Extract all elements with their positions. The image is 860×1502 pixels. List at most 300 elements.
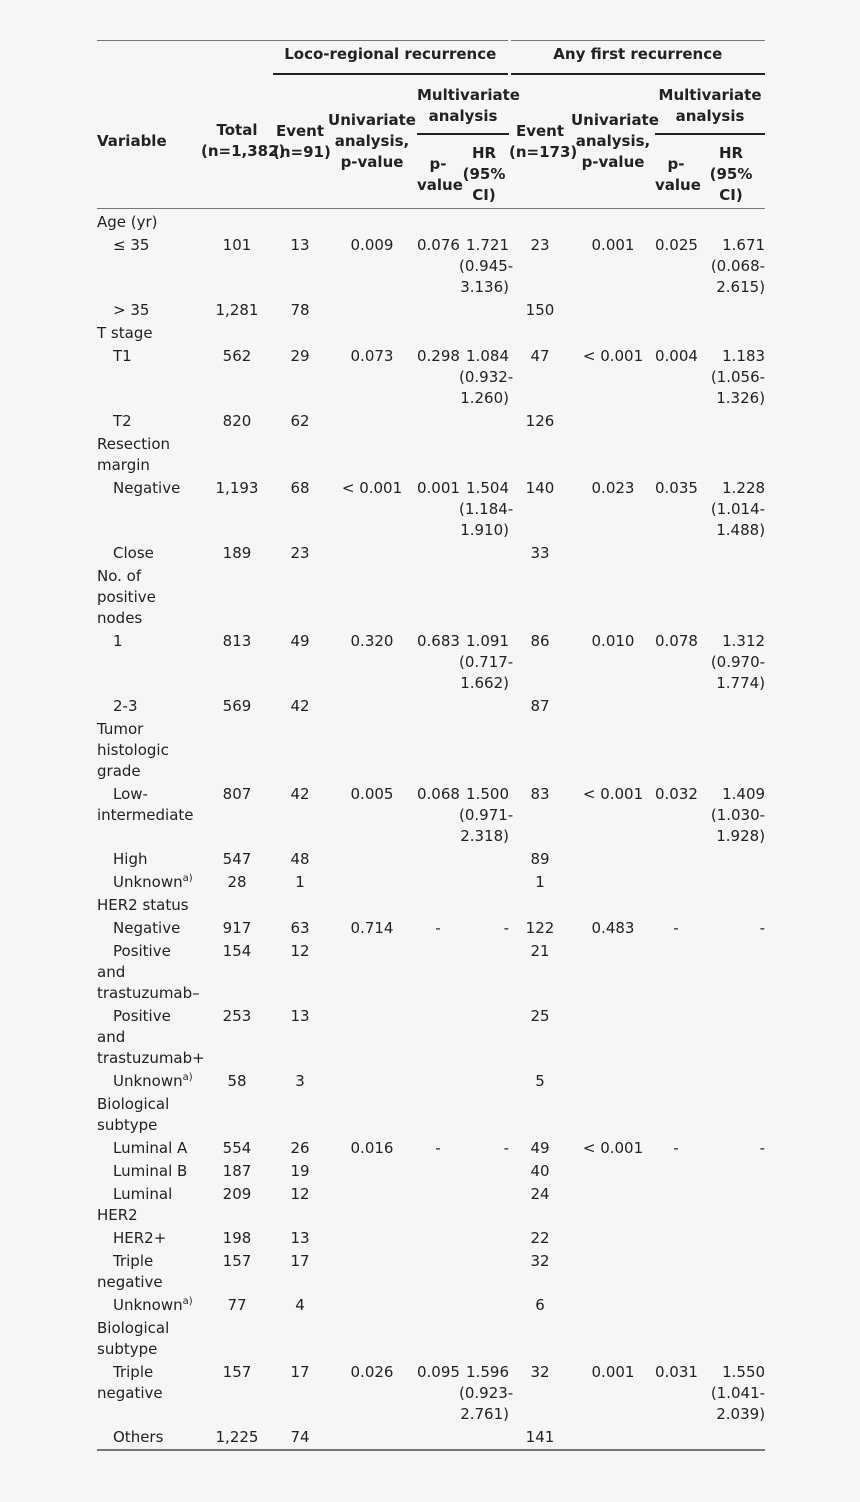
univariate-any-cell — [571, 1227, 655, 1250]
event-any-cell: 23 — [530, 236, 550, 254]
univariate-any-cell — [571, 1294, 655, 1317]
table-row — [97, 1426, 765, 1450]
header-event-any: Event (n=173) — [509, 74, 571, 209]
event-lrr-cell: 68 — [290, 479, 310, 497]
table-row — [97, 1005, 765, 1070]
hr-lrr-cell: 1.500 (0.971-2.318) — [459, 785, 514, 845]
hr-any-cell: 1.671 (0.068-2.615) — [710, 236, 766, 296]
table-row — [97, 1183, 765, 1227]
event-lrr-cell: 13 — [290, 1229, 310, 1247]
header-event-lrr: Event (n=91) — [273, 74, 327, 209]
event-any-cell: 5 — [535, 1072, 545, 1090]
pvalue-lrr-cell — [417, 1005, 459, 1070]
pvalue-any-cell — [655, 1183, 697, 1227]
group-label — [97, 1317, 201, 1361]
variable-label — [97, 1137, 201, 1160]
variable-label — [97, 848, 201, 871]
total-cell: 28 — [227, 873, 247, 891]
group-row-filler — [201, 894, 765, 917]
pvalue-lrr-cell — [417, 695, 459, 718]
pvalue-lrr-cell — [417, 1250, 459, 1294]
hr-any-cell — [697, 1070, 765, 1093]
pvalue-lrr-cell — [417, 1183, 459, 1227]
event-any-cell: 126 — [525, 412, 555, 430]
group-row-filler — [201, 209, 765, 235]
variable-label — [97, 1294, 201, 1317]
pvalue-any-cell — [655, 1005, 697, 1070]
row-label-text: 2-3 — [113, 697, 138, 715]
group-header-row — [97, 565, 765, 630]
univariate-lrr-cell: 0.016 — [350, 1139, 394, 1157]
table-row — [97, 234, 765, 299]
table-row — [97, 1361, 765, 1426]
hr-lrr-cell — [459, 542, 509, 565]
total-cell: 157 — [222, 1252, 252, 1270]
hr-lrr-cell — [459, 1005, 509, 1070]
hr-lrr-cell: 1.596 (0.923-2.761) — [459, 1363, 514, 1423]
hr-any-cell — [697, 542, 765, 565]
univariate-any-cell — [571, 848, 655, 871]
event-any-cell: 141 — [509, 1426, 571, 1450]
univariate-any-cell: 0.001 — [591, 236, 635, 254]
event-any-cell: 33 — [530, 544, 550, 562]
univariate-any-cell — [571, 1426, 655, 1450]
event-any-cell: 140 — [525, 479, 555, 497]
pvalue-any-cell: 0.004 — [655, 347, 698, 365]
univariate-any-cell — [571, 695, 655, 718]
row-label-text: Age (yr) — [97, 213, 158, 231]
hr-any-cell: 1.183 (1.056-1.326) — [710, 347, 766, 407]
row-label-text: > 35 — [113, 301, 150, 319]
group-row-filler — [201, 322, 765, 345]
header-hr-lrr: HR (95% CI) — [459, 134, 509, 209]
table-row — [97, 940, 765, 1005]
table-row — [97, 477, 765, 542]
event-any-cell: 6 — [535, 1296, 545, 1314]
univariate-lrr-cell: < 0.001 — [341, 479, 403, 497]
group-header-row — [97, 1093, 765, 1137]
row-label-text: High — [113, 850, 148, 868]
univariate-lrr-cell — [327, 695, 417, 718]
table-header — [97, 41, 765, 209]
pvalue-any-cell — [655, 410, 697, 433]
event-lrr-cell: 26 — [290, 1139, 310, 1157]
event-any-cell: 89 — [530, 850, 550, 868]
event-any-cell: 32 — [530, 1252, 550, 1270]
pvalue-any-cell — [655, 1426, 697, 1450]
event-any-cell: 1 — [535, 873, 545, 891]
total-cell: 198 — [222, 1229, 252, 1247]
hr-lrr-cell — [459, 1294, 509, 1317]
table-row — [97, 1137, 765, 1160]
variable-label — [97, 410, 201, 433]
pvalue-any-cell: - — [673, 919, 679, 937]
hr-lrr-cell — [459, 871, 509, 894]
table-body — [97, 209, 765, 1451]
univariate-lrr-cell — [327, 940, 417, 1005]
hr-any-cell — [697, 871, 765, 894]
event-lrr-cell: 23 — [290, 544, 310, 562]
row-label-text: ≤ 35 — [113, 236, 150, 254]
variable-label — [97, 477, 201, 542]
pvalue-lrr-cell — [417, 410, 459, 433]
pvalue-lrr-cell — [417, 1227, 459, 1250]
hr-any-cell — [697, 848, 765, 871]
total-cell: 562 — [222, 347, 252, 365]
hr-lrr-cell — [459, 1183, 509, 1227]
pvalue-any-cell: 0.078 — [655, 632, 698, 650]
pvalue-any-cell: - — [673, 1139, 679, 1157]
pvalue-lrr-cell — [417, 299, 459, 322]
univariate-lrr-cell — [327, 1294, 417, 1317]
variable-label — [97, 695, 201, 718]
pvalue-any-cell — [655, 940, 697, 1005]
total-cell: 807 — [222, 785, 252, 803]
total-cell: 554 — [222, 1139, 252, 1157]
univariate-any-cell: < 0.001 — [582, 785, 644, 803]
univariate-any-cell — [571, 871, 655, 894]
pvalue-lrr-cell — [417, 1426, 459, 1450]
header-variable: Variable — [97, 74, 201, 209]
hr-lrr-cell — [459, 695, 509, 718]
event-lrr-cell: 62 — [290, 412, 310, 430]
univariate-any-cell — [571, 1070, 655, 1093]
univariate-lrr-cell — [327, 1160, 417, 1183]
row-label-text: Triple negative — [97, 1363, 163, 1402]
univariate-any-cell — [571, 1183, 655, 1227]
row-label-text: 1 — [113, 632, 123, 650]
footnote-marker: a) — [182, 873, 193, 884]
header-spacer — [201, 41, 273, 75]
total-cell: 187 — [222, 1162, 252, 1180]
event-lrr-cell: 29 — [290, 347, 310, 365]
row-label-text: Biological subtype — [97, 1095, 170, 1134]
header-multivariate-any: Multivariate analysis — [655, 74, 765, 134]
row-label-text: HER2+ — [113, 1229, 167, 1247]
univariate-lrr-cell — [327, 542, 417, 565]
table-row — [97, 783, 765, 848]
univariate-any-cell — [571, 1160, 655, 1183]
pvalue-any-cell — [655, 1250, 697, 1294]
pvalue-lrr-cell: 0.001 — [417, 479, 460, 497]
group-label — [97, 322, 201, 345]
table-row — [97, 848, 765, 871]
event-lrr-cell: 78 — [290, 301, 310, 319]
event-any-cell: 22 — [530, 1229, 550, 1247]
total-cell: 154 — [222, 942, 252, 960]
group-header-row — [97, 718, 765, 783]
variable-label — [97, 1361, 201, 1426]
pvalue-any-cell: 0.025 — [655, 236, 698, 254]
variable-label — [97, 345, 201, 410]
hr-any-cell — [697, 695, 765, 718]
hr-any-cell — [697, 1426, 765, 1450]
group-label — [97, 209, 201, 235]
hr-any-cell — [697, 1227, 765, 1250]
event-any-cell: 87 — [530, 697, 550, 715]
hr-any-cell — [697, 940, 765, 1005]
group-header-row — [97, 322, 765, 345]
row-label-text: Luminal B — [113, 1162, 188, 1180]
hr-any-cell: 1.312 (0.970-1.774) — [710, 632, 766, 692]
pvalue-any-cell: 0.032 — [655, 785, 698, 803]
variable-label — [97, 940, 201, 1005]
variable-label — [97, 234, 201, 299]
group-header-row — [97, 433, 765, 477]
univariate-lrr-cell — [327, 1426, 417, 1450]
event-any-cell: 47 — [530, 347, 550, 365]
event-lrr-cell: 13 — [290, 1007, 310, 1025]
total-cell: 820 — [222, 412, 252, 430]
hr-lrr-cell: 1.504 (1.184-1.910) — [459, 479, 514, 539]
univariate-any-cell: 0.010 — [591, 632, 635, 650]
table-row — [97, 1160, 765, 1183]
event-lrr-cell: 19 — [290, 1162, 310, 1180]
event-lrr-cell: 49 — [290, 632, 310, 650]
footnote-marker: a) — [182, 1072, 193, 1083]
variable-label — [97, 1426, 201, 1450]
variable-label — [97, 917, 201, 940]
table-row — [97, 542, 765, 565]
variable-label — [97, 1250, 201, 1294]
event-any-cell: 21 — [530, 942, 550, 960]
row-label-text: Positive and trastuzumab– — [97, 942, 200, 1002]
group-header-row — [97, 209, 765, 235]
row-label-text: Luminal HER2 — [97, 1185, 173, 1224]
total-cell: 58 — [227, 1072, 247, 1090]
hr-lrr-cell: 1.084 (0.932-1.260) — [459, 347, 514, 407]
pvalue-lrr-cell — [417, 848, 459, 871]
header-hr-any: HR (95% CI) — [697, 134, 765, 209]
event-lrr-cell: 63 — [290, 919, 310, 937]
event-lrr-cell: 13 — [290, 236, 310, 254]
group-label — [97, 565, 201, 630]
header-spacer — [97, 41, 201, 75]
event-any-cell: 83 — [530, 785, 550, 803]
row-label-text: Unknown — [113, 1296, 183, 1314]
table-row — [97, 299, 765, 322]
total-cell: 813 — [222, 632, 252, 650]
hr-any-cell: - — [759, 1139, 766, 1157]
hr-lrr-cell — [459, 299, 509, 322]
row-label-text: No. of positive nodes — [97, 567, 156, 627]
variable-label — [97, 542, 201, 565]
univariate-lrr-cell: 0.005 — [350, 785, 394, 803]
table-row — [97, 1070, 765, 1093]
hr-lrr-cell — [459, 1250, 509, 1294]
event-any-cell: 24 — [530, 1185, 550, 1203]
event-lrr-cell: 48 — [290, 850, 310, 868]
hr-lrr-cell — [459, 1426, 509, 1450]
pvalue-lrr-cell: 0.095 — [417, 1363, 460, 1381]
univariate-lrr-cell: 0.714 — [350, 919, 394, 937]
group-label — [97, 718, 201, 783]
univariate-lrr-cell — [327, 1227, 417, 1250]
univariate-any-cell: < 0.001 — [582, 1139, 644, 1157]
event-lrr-cell: 17 — [290, 1252, 310, 1270]
event-any-cell: 32 — [530, 1363, 550, 1381]
univariate-lrr-cell — [327, 410, 417, 433]
pvalue-lrr-cell: 0.683 — [417, 632, 460, 650]
univariate-lrr-cell — [327, 1005, 417, 1070]
hr-any-cell: 1.228 (1.014-1.488) — [710, 479, 766, 539]
hr-any-cell — [697, 1250, 765, 1294]
hr-lrr-cell — [459, 940, 509, 1005]
row-label-text: Others — [113, 1428, 164, 1446]
total-cell: 569 — [222, 697, 252, 715]
event-lrr-cell: 3 — [295, 1072, 305, 1090]
event-any-cell: 150 — [525, 301, 555, 319]
row-label-text: T1 — [113, 347, 132, 365]
hr-lrr-cell: - — [503, 919, 509, 937]
pvalue-lrr-cell — [417, 1294, 459, 1317]
header-multivariate-lrr: Multivariate analysis — [417, 74, 509, 134]
total-cell: 189 — [222, 544, 252, 562]
hr-any-cell — [697, 1294, 765, 1317]
variable-label — [97, 1005, 205, 1070]
row-label-text: Negative — [113, 479, 181, 497]
pvalue-lrr-cell — [417, 542, 459, 565]
univariate-lrr-cell — [327, 1183, 417, 1227]
pvalue-any-cell — [655, 871, 697, 894]
group-label — [97, 894, 201, 917]
univariate-lrr-cell — [327, 1070, 417, 1093]
univariate-any-cell — [571, 940, 655, 1005]
footnote-marker: a) — [182, 1296, 193, 1307]
total-cell: 157 — [222, 1363, 252, 1381]
header-pvalue-lrr: p-value — [417, 134, 459, 209]
univariate-any-cell: 0.001 — [591, 1363, 635, 1381]
hr-any-cell: 1.550 (1.041-2.039) — [710, 1363, 766, 1423]
event-any-cell: 49 — [530, 1139, 550, 1157]
recurrence-analysis-table — [97, 40, 765, 1451]
hr-any-cell — [697, 1160, 765, 1183]
pvalue-lrr-cell: 0.298 — [417, 347, 460, 365]
total-cell: 1,225 — [201, 1426, 273, 1450]
univariate-any-cell — [571, 1005, 655, 1070]
univariate-lrr-cell — [327, 1250, 417, 1294]
pvalue-lrr-cell: - — [435, 1139, 441, 1157]
pvalue-lrr-cell — [417, 871, 459, 894]
hr-any-cell — [697, 1183, 765, 1227]
event-any-cell: 40 — [530, 1162, 550, 1180]
event-any-cell: 122 — [525, 919, 555, 937]
header-any-first-recurrence: Any first recurrence — [509, 41, 765, 75]
event-any-cell: 86 — [530, 632, 550, 650]
univariate-any-cell — [571, 542, 655, 565]
table-row — [97, 695, 765, 718]
pvalue-any-cell — [655, 848, 697, 871]
total-cell: 253 — [222, 1007, 252, 1025]
univariate-any-cell — [571, 410, 655, 433]
event-lrr-cell: 1 — [295, 873, 305, 891]
results-table-container — [97, 40, 765, 1451]
pvalue-lrr-cell: 0.076 — [417, 236, 460, 254]
hr-lrr-cell — [459, 1227, 509, 1250]
univariate-lrr-cell: 0.073 — [350, 347, 394, 365]
total-cell: 209 — [222, 1185, 252, 1203]
hr-lrr-cell: 1.091 (0.717-1.662) — [459, 632, 514, 692]
row-label-text: Unknown — [113, 1072, 183, 1090]
variable-label — [97, 1070, 201, 1093]
pvalue-any-cell — [655, 695, 697, 718]
table-row — [97, 917, 765, 940]
event-lrr-cell: 12 — [290, 942, 310, 960]
row-label-text: Resection margin — [97, 435, 171, 474]
pvalue-any-cell — [655, 542, 697, 565]
row-label-text: Negative — [113, 919, 181, 937]
total-cell: 917 — [222, 919, 252, 937]
univariate-lrr-cell — [327, 848, 417, 871]
pvalue-any-cell — [655, 1227, 697, 1250]
univariate-lrr-cell — [327, 871, 417, 894]
total-cell: 101 — [222, 236, 252, 254]
pvalue-any-cell — [655, 1070, 697, 1093]
table-row — [97, 345, 765, 410]
event-lrr-cell: 12 — [290, 1185, 310, 1203]
group-row-filler — [201, 565, 765, 630]
row-label-text: Luminal A — [113, 1139, 188, 1157]
table-row — [97, 1294, 765, 1317]
row-label-text: HER2 status — [97, 896, 189, 914]
event-lrr-cell: 74 — [273, 1426, 327, 1450]
pvalue-lrr-cell: - — [435, 919, 441, 937]
hr-lrr-cell: 1.721 (0.945-3.136) — [459, 236, 514, 296]
table-row — [97, 871, 765, 894]
header-loco-regional-recurrence: Loco-regional recurrence — [273, 41, 509, 75]
univariate-lrr-cell: 0.009 — [350, 236, 394, 254]
univariate-lrr-cell — [327, 299, 417, 322]
group-row-filler — [201, 1317, 765, 1361]
group-label — [97, 1093, 201, 1137]
variable-label — [97, 1227, 201, 1250]
header-pvalue-any: p-value — [655, 134, 697, 209]
table-row — [97, 1227, 765, 1250]
event-any-cell: 25 — [530, 1007, 550, 1025]
pvalue-any-cell — [655, 299, 697, 322]
group-header-row — [97, 894, 765, 917]
pvalue-any-cell: 0.035 — [655, 479, 698, 497]
total-cell: 1,281 — [215, 301, 259, 319]
total-cell: 1,193 — [215, 479, 259, 497]
variable-label — [97, 630, 201, 695]
table-row — [97, 630, 765, 695]
hr-any-cell — [697, 410, 765, 433]
group-row-filler — [201, 433, 765, 477]
row-label-text: Unknown — [113, 873, 183, 891]
variable-label — [97, 1160, 201, 1183]
event-lrr-cell: 4 — [295, 1296, 305, 1314]
pvalue-lrr-cell — [417, 1070, 459, 1093]
group-header-row — [97, 1317, 765, 1361]
univariate-any-cell: 0.023 — [591, 479, 635, 497]
hr-any-cell: 1.409 (1.030-1.928) — [710, 785, 766, 845]
row-label-text: T stage — [97, 324, 153, 342]
hr-lrr-cell: - — [503, 1139, 509, 1157]
univariate-lrr-cell: 0.026 — [350, 1363, 394, 1381]
event-lrr-cell: 42 — [290, 697, 310, 715]
header-total: Total (n=1,382) — [201, 74, 273, 209]
pvalue-lrr-cell — [417, 940, 459, 1005]
row-label-text: Triple negative — [97, 1252, 163, 1291]
hr-lrr-cell — [459, 410, 509, 433]
hr-any-cell — [697, 299, 765, 322]
total-cell: 547 — [222, 850, 252, 868]
univariate-any-cell — [571, 1250, 655, 1294]
row-label-text: Positive and trastuzumab+ — [97, 1007, 205, 1067]
table-row — [97, 410, 765, 433]
univariate-any-cell: 0.483 — [591, 919, 635, 937]
